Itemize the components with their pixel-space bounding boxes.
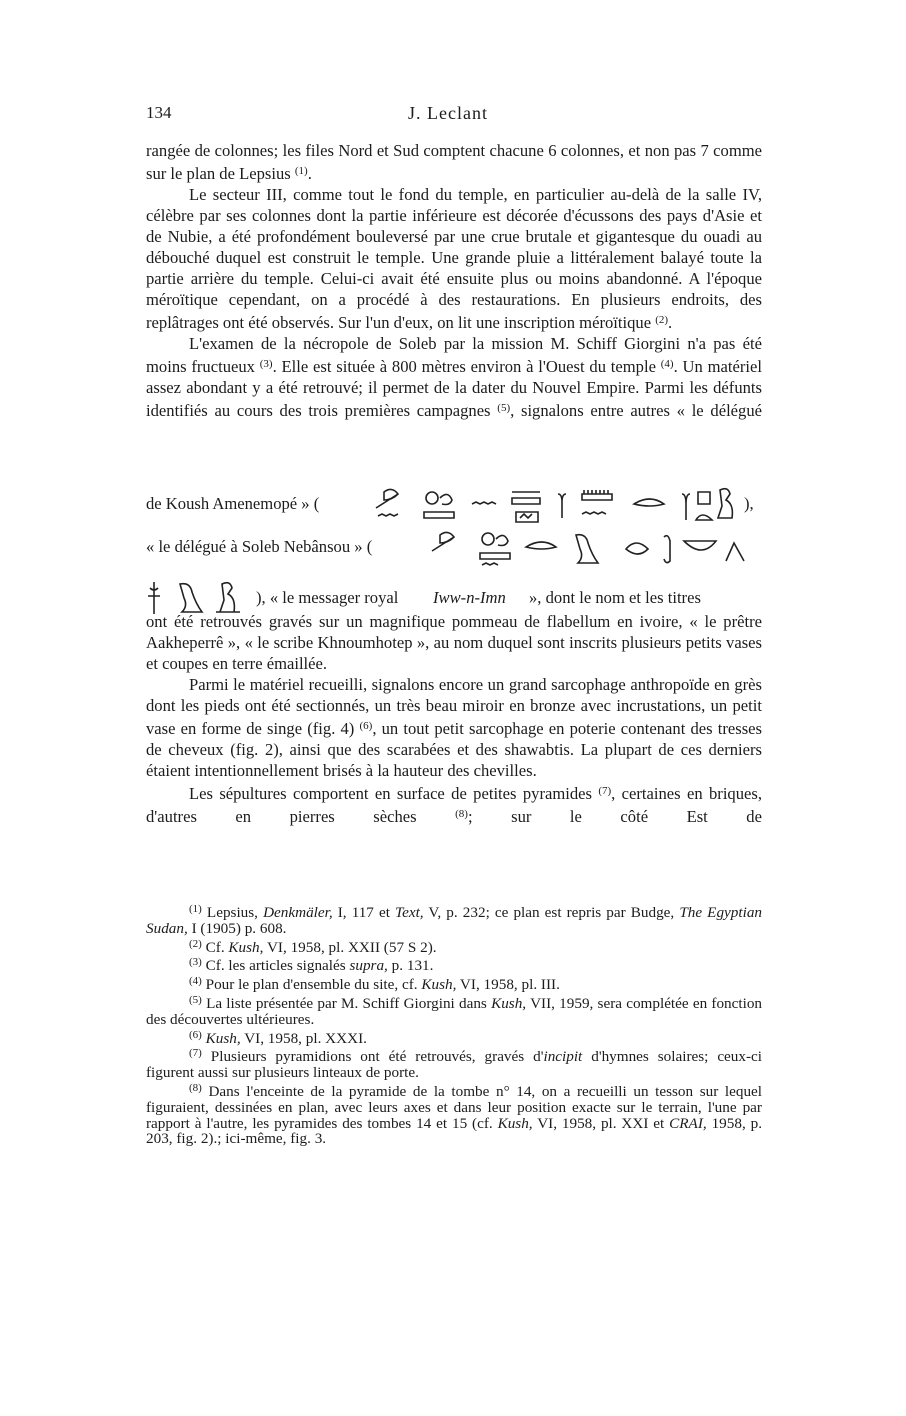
hieroglyph-line-2: « le délégué à Soleb Nebânsou » ( xyxy=(146,527,766,567)
footnote-4: $^{(4)}$ Pour le plan d'ensemble du site, cf. Kush, VI, 1958, pl. III. xyxy=(189,975,560,994)
page-number: 134 xyxy=(146,103,172,122)
paragraph-5: Parmi le matériel recueilli, signalons encore un grand sarcophage anthropoïde en grès dont les pieds ont été sectionnés, un très beau miroir en bronze avec incrustations, un petit vase en forme de singe (fig. 4) $^{(6)}$, un tout petit sarcophage en poterie contenant des tresses de cheveux (fig. 2), ainsi que des scarabées et des shawabtis. La plupart de ces derniers étaient intentionnellement brisés à la hauteur des chevilles. xyxy=(146,675,762,780)
paragraph-4: ont été retrouvés gravés sur un magnifique pommeau de flabellum en ivoire, « le prêtre Aakheperrê », « le scribe Khnoumhotep », au nom duquel sont inscrits plusieurs petits vases et coupes en terre émaillée. xyxy=(146,612,762,673)
footnote-5: $^{(5)}$ La liste présentée par M. Schiff Giorgini dans Kush, VII, 1959, sera complétée en fonction des découvertes ultérieures. xyxy=(146,993,763,1028)
footnote-7: $^{(7)}$ Plusieurs pyramidions ont été retrouvés, gravés d'incipit d'hymnes solaires; ceux-ci figurent aussi sur plusieurs linteaux de porte. xyxy=(146,1047,763,1082)
paragraph-2: Le secteur III, comme tout le fond du temple, en particulier au-delà de la salle IV, célèbre par ses colonnes dont la partie inférieure est décorée d'écussons des pays d'Asie et de Nubie, a été profondément bouleversé par une crue brutale et gigantesque du ouadi au débouché duquel est construit le temple. Une grande pluie a littéralement balayé toute la partie arrière du temple. Celui-ci avait été ensuite plus ou moins abandonné. A l'époque méroïtique cependant, on a procédé à des restaurations. En plusieurs endroits, des replâtrages ont été observés. Sur l'un d'eux, on lit une inscription méroïtique $^{(2)}$. xyxy=(146,185,762,332)
footnote-8: $^{(8)}$ Dans l'enceinte de la pyramide de la tombe n° 14, on a recueilli un tesson sur lequel figuraient, dessinées en plan, avec leurs axes et dans leur position exacte sur le terrain, l'une par rapport à l'autre, les pyramides des tombes 14 et 15 (cf. Kush, VI, 1958, pl. XXI et CRAI, 1958, p. 203, fig. 2).; ici-même, fig. 3. xyxy=(146,1081,762,1148)
paragraph-3: L'examen de la nécropole de Soleb par la mission M. Schiff Giorgini n'a pas été moins fructueux $^{(3)}$. Elle est située à 800 mètres environ à l'Ouest du temple $^{(4)}$. Un matériel assez abondant y a été retrouvé; il permet de la dater du Nouvel Empire. Parmi les défunts identifiés au cours des trois premières campagnes $^{(5)}$, signalons entre autres « le délégué xyxy=(146,334,763,420)
running-head: J. Leclant xyxy=(408,103,488,123)
footnote-3: $^{(3)}$ Cf. les articles signalés supra, p. 131. xyxy=(189,956,434,975)
paragraph-6: Les sépultures comportent en surface de petites pyramides $^{(7)}$, certaines en briques, d'autres en pierres sèches $^{(8)}$; sur le côté Est de xyxy=(146,784,762,826)
footnote-6: $^{(6)}$ Kush, VI, 1958, pl. XXXI. xyxy=(189,1028,367,1047)
body-text-bottom xyxy=(146,611,762,827)
body-text-top xyxy=(146,140,762,421)
hieroglyphs-icon xyxy=(426,527,746,567)
footnote-2: $^{(2)}$ Cf. Kush, VI, 1958, pl. XXII (57 S 2). xyxy=(189,937,437,956)
hieroglyph-group-amenemope xyxy=(370,484,740,524)
footnote-1: $^{(1)}$ Lepsius, Denkmäler, I, 117 et Text, V, p. 232; ce plan est repris par Budge, The Egyptian Sudan, I (1905) p. 608. xyxy=(146,903,763,937)
footnotes xyxy=(146,902,762,1147)
hieroglyph-group-nebansou xyxy=(426,527,746,567)
hieroglyph-line-3: ), « le messager royal Iww-n-Imn », dont le nom et les titres xyxy=(146,578,766,618)
paragraph-1: rangée de colonnes; les files Nord et Sud comptent chacune 6 colonnes, et non pas 7 comme sur le plan de Lepsius $^{(1)}$. xyxy=(146,141,762,183)
hieroglyphs-icon xyxy=(370,484,740,524)
hieroglyph-line-1: de Koush Amenemopé » ( ), xyxy=(146,484,766,524)
